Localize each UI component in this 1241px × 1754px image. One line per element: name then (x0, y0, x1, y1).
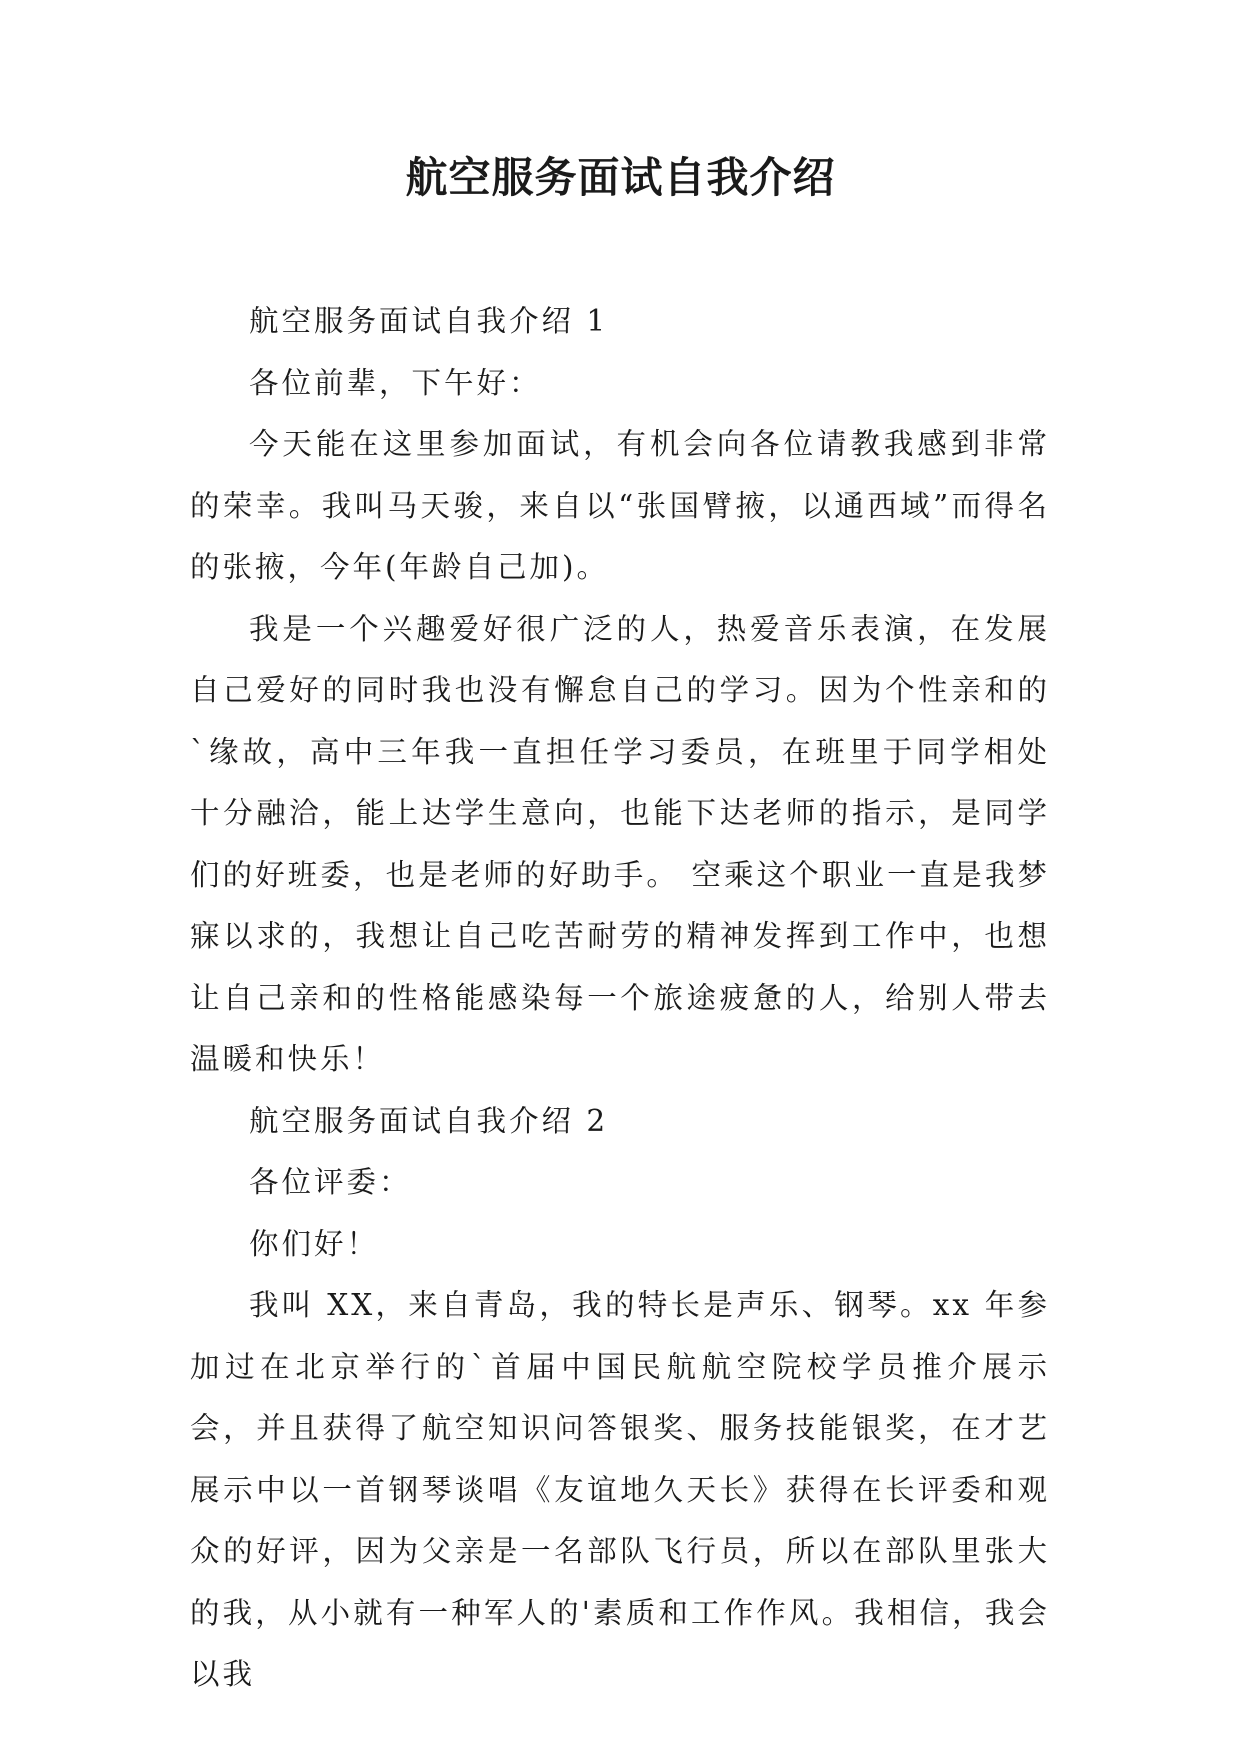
body-paragraph: 今天能在这里参加面试，有机会向各位请教我感到非常的荣幸。我叫马天骏，来自以“张国臂掖，以通西域”而得名的张掖，今年(年龄自己加)。 (190, 427, 1050, 584)
greeting-1: 各位前辈，下午好： (249, 365, 542, 400)
section-heading-2: 航空服务面试自我介绍 2 (249, 1103, 609, 1138)
document-title: 航空服务面试自我介绍 (405, 153, 836, 202)
body-paragraph: 我叫 XX，来自青岛，我的特长是声乐、钢琴。xx 年参加过在北京举行的`首届中国民航航空院校学员推介展示会，并且获得了航空知识问答银奖、服务技能银奖，在才艺展示中以一首钢琴谈唱《友谊地久天长》获得在长评委和观众的好评，因为父亲是一名部队飞行员，所以在部队里张大的我，从小就有一种军人的'素质和工作作风。我相信，我会以我 (190, 1288, 1050, 1691)
section-heading-1: 航空服务面试自我介绍 1 (249, 304, 609, 338)
greeting-3: 你们好！ (249, 1226, 380, 1261)
document-body (190, 291, 1050, 1706)
greeting-2: 各位评委： (249, 1165, 412, 1199)
body-paragraph: 我是一个兴趣爱好很广泛的人，热爱音乐表演，在发展自己爱好的同时我也没有懈怠自己的学习。因为个性亲和的`缘故，高中三年我一直担任学习委员，在班里于同学相处十分融洽，能上达学生意向，也能下达老师的指示，是同学们的好班委，也是老师的好助手。 空乘这个职业一直是我梦寐以求的，我想让自己吃苦耐劳的精神发挥到工作中，也想让自己亲和的性格能感染每一个旅途疲惫的人，给别人带去温暖和快乐！ (190, 611, 1050, 1076)
